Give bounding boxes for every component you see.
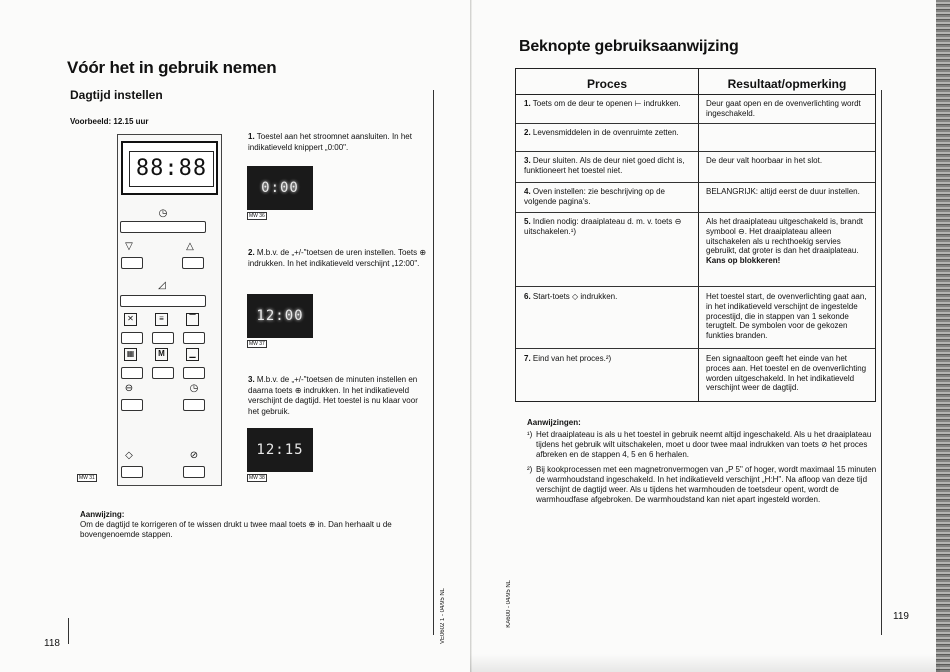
plus-triangle-icon: △ xyxy=(186,241,194,252)
row-result-warning: Kans op blokkeren! xyxy=(706,256,781,266)
panel-button-clock xyxy=(120,221,206,233)
left-page-rule xyxy=(68,618,69,644)
right-page-title: Beknopte gebruiksaanwijzing xyxy=(519,38,739,55)
instruction-table xyxy=(515,68,876,402)
footnote-2 xyxy=(527,465,879,505)
page-number-right: 119 xyxy=(893,611,909,622)
step-text: Toestel aan het stroomnet aansluiten. In het indikatieveld knippert „0:00". xyxy=(248,132,412,152)
step-2 xyxy=(248,248,430,269)
indicator-display-1 xyxy=(247,166,313,210)
row-result-text: Als het draaiplateau uitgeschakeld is, brandt symbool ⊖. Het draaiplateau alleen uitschakelen als u rechthoekig servies gebruikt, dat groter is dan het draaiplateau. xyxy=(706,217,863,256)
row-number: 7. xyxy=(524,354,531,363)
row-proces-text: Start-toets ◇ indrukken. xyxy=(532,292,618,301)
panel-button-f6 xyxy=(183,367,205,379)
section-heading: Dagtijd instellen xyxy=(70,88,163,102)
bottom-heat-icon: ▁ xyxy=(186,348,199,361)
table-row-proces xyxy=(524,354,694,364)
example-label: Voorbeeld: 12.15 uur xyxy=(70,117,149,126)
footnote-mark: ¹) xyxy=(527,430,533,439)
left-column-rule xyxy=(433,90,434,635)
panel-button-f4 xyxy=(121,367,143,379)
table-row-proces xyxy=(524,128,694,138)
table-row-result: Een signaaltoon geeft het einde van het proces aan. Het toestel en de ovenverlichting worden uitgeschakeld. In het indikatieveld verschijnt weer de dagtijd. xyxy=(706,354,867,393)
row-rule xyxy=(516,212,875,213)
row-rule xyxy=(516,123,875,124)
display-readout: 0:00 xyxy=(261,180,299,196)
step-1 xyxy=(248,132,430,153)
row-proces-text: Toets om de deur te openen ⊢ indrukken. xyxy=(532,99,681,108)
stop-icon: ⊘ xyxy=(189,450,199,461)
table-row-result xyxy=(706,217,870,266)
display-readout: 12:00 xyxy=(256,308,304,324)
figure-tag: MW 37 xyxy=(249,341,265,347)
panel-button-power xyxy=(120,295,206,307)
power-level-icon: ◿ xyxy=(158,280,166,291)
panel-button-minus xyxy=(121,257,143,269)
panel-button-f1 xyxy=(121,332,143,344)
note-text: Om de dagtijd te korrigeren of te wissen drukt u twee maal toets ⊕ in. Dan herhaalt u de bovengenoemde stappen. xyxy=(80,520,392,539)
step-number: 3. xyxy=(248,375,255,384)
footnote-text: Het draaiplateau is als u het toestel in gebruik neemt altijd ingeschakeld. Als u het draaiplateau tijdens het gebruik wilt uitschakelen, moet u door twee maal indrukken van toets ⊘ het proces afbreken en de stappen 4, 5 en 6 herhalen. xyxy=(536,430,872,459)
minus-triangle-icon: ▽ xyxy=(125,241,133,252)
row-proces-text: Eind van het proces.²) xyxy=(532,354,612,363)
page-shadow xyxy=(470,654,940,672)
footnote-text: Bij kookprocessen met een magnetronvermogen van „P 5" of hoger, wordt maximaal 15 minuten de warmhoudstand ingeschakeld. In het indikatieveld verschijnt „H:H". Na afloop van deze tijd verschijnt de dagtijd weer. Als u tijdens het warmhouden de toetsdeur opent, wordt de warmhoudfase afgebroken. De warmhoudstand kan niet apart ingesteld worden. xyxy=(536,465,877,504)
table-row-result: De deur valt hoorbaar in het slot. xyxy=(706,156,823,165)
panel-display-digits: 88:88 xyxy=(129,151,214,187)
timer-icon: ◷ xyxy=(189,383,199,394)
row-proces-text: Indien nodig: draaiplateau d. m. v. toets ⊖ uitschakelen.¹) xyxy=(524,217,682,236)
row-number: 2. xyxy=(524,128,531,137)
row-rule xyxy=(516,348,875,349)
row-rule xyxy=(516,151,875,152)
column-header-proces: Proces xyxy=(586,77,628,91)
step-number: 2. xyxy=(248,248,255,257)
display-readout: 12:15 xyxy=(256,442,304,458)
row-proces-text: Oven instellen: zie beschrijving op de volgende pagina's. xyxy=(524,187,665,206)
step-text: M.b.v. de „+/-"toetsen de uren instellen. Toets ⊕ indrukken. In het indikatieveld verschijnt „12:00". xyxy=(248,248,427,268)
right-column-rule xyxy=(881,90,882,635)
defrost-icon: ✕ xyxy=(124,313,137,326)
control-panel-illustration xyxy=(117,134,222,486)
footnote-1 xyxy=(527,430,879,460)
column-header-resultaat: Resultaat/opmerking xyxy=(727,77,847,91)
page-number-left: 118 xyxy=(44,638,60,649)
row-number: 6. xyxy=(524,292,531,301)
turntable-icon: ⊖ xyxy=(124,383,134,394)
indicator-display-3 xyxy=(247,428,313,472)
table-row-proces xyxy=(524,156,694,176)
table-row-proces xyxy=(524,292,694,302)
footnote-mark: ²) xyxy=(527,465,533,474)
row-number: 4. xyxy=(524,187,531,196)
top-heat-icon: ▔ xyxy=(186,313,199,326)
indicator-display-2 xyxy=(247,294,313,338)
figure-tag: MW 36 xyxy=(249,213,265,219)
combi-icon: ▦ xyxy=(124,348,137,361)
table-row-proces xyxy=(524,187,694,207)
row-proces-text: Deur sluiten. Als de deur niet goed dicht is, funktioneert het toestel niet. xyxy=(524,156,685,175)
panel-button-f5 xyxy=(152,367,174,379)
row-proces-text: Levensmiddelen in de ovenruimte zetten. xyxy=(532,128,679,137)
page-gutter xyxy=(470,0,472,672)
step-text: M.b.v. de „+/-"toetsen de minuten instellen en daarna toets ⊕ indrukken. In het indikatieveld verschijnt de dagtijd. Het toestel is nu klaar voor het gebruik. xyxy=(248,375,418,416)
left-page-title: Vóór het in gebruik nemen xyxy=(67,58,277,77)
table-row-result: BELANGRIJK: altijd eerst de duur instellen. xyxy=(706,187,860,196)
panel-button-plus xyxy=(182,257,204,269)
row-rule xyxy=(516,182,875,183)
header-rule xyxy=(516,94,875,95)
notes-heading: Aanwijzingen: xyxy=(527,418,581,427)
figure-tag: MW 31 xyxy=(79,475,95,481)
table-row-proces xyxy=(524,217,694,237)
panel-button-timer xyxy=(183,399,205,411)
column-divider xyxy=(698,69,699,401)
print-code-right: KA600 - 04/95 NL xyxy=(506,580,512,628)
row-number: 1. xyxy=(524,99,531,108)
table-row-proces xyxy=(524,99,694,109)
figure-tag: MW 38 xyxy=(249,475,265,481)
row-rule xyxy=(516,286,875,287)
panel-button-stop xyxy=(183,466,205,478)
grill-icon: ≡ xyxy=(155,313,168,326)
table-row-result: Het toestel start, de ovenverlichting gaat aan, in het indikatieveld verschijnt de ingestelde procestijd, die in stappen van 1 sekonde terugtelt. De symbolen voor de gekozen funkties branden. xyxy=(706,292,867,341)
print-code-left: VE0602 1 - 04/95 NL xyxy=(440,588,446,645)
page-edge xyxy=(936,0,950,672)
memory-icon: M xyxy=(155,348,168,361)
step-number: 1. xyxy=(248,132,255,141)
panel-button-turntable xyxy=(121,399,143,411)
panel-display xyxy=(118,135,221,201)
row-number: 5. xyxy=(524,217,531,226)
start-icon: ◇ xyxy=(125,450,133,461)
panel-button-start xyxy=(121,466,143,478)
note-heading: Aanwijzing: xyxy=(80,510,125,519)
table-row-result: Deur gaat open en de ovenverlichting wordt ingeschakeld. xyxy=(706,99,861,118)
clock-icon: ◷ xyxy=(158,208,168,219)
row-number: 3. xyxy=(524,156,531,165)
step-3 xyxy=(248,375,430,417)
panel-button-f3 xyxy=(183,332,205,344)
panel-button-f2 xyxy=(152,332,174,344)
